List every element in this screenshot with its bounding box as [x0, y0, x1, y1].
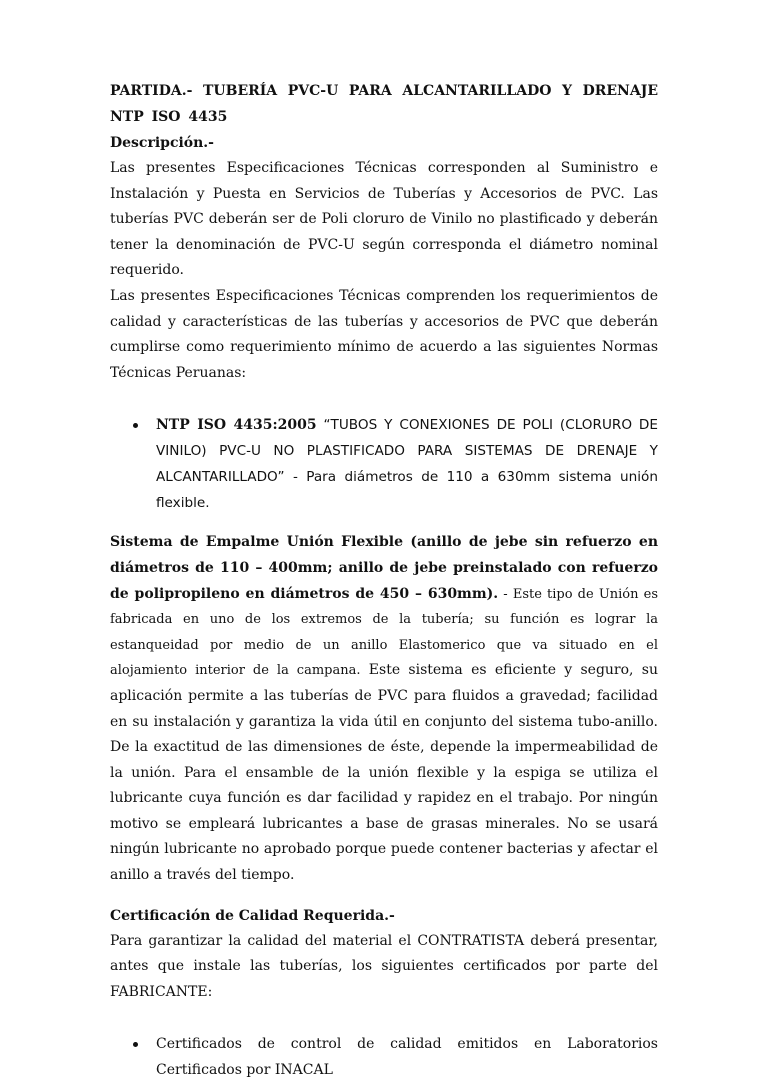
certificado-text: Certificados de control de calidad emitidos en Laboratorios Certificados por INACAL [156, 1036, 658, 1079]
descripcion-paragraph-1: Las presentes Especificaciones Técnicas corresponden al Suministro e Instalación y Puesta en Servicios de Tuberías y Accesorios de PVC. Las tuberías PVC deberán ser de Poli cloruro de Vinilo no plastificado y deberán tener la denominación de PVC-U según corresponda el diámetro nominal requerido. [110, 160, 658, 279]
norma-range: - Para diámetros de 110 a 630mm sistema unión flexible. [156, 469, 658, 512]
bullet-icon [133, 1042, 138, 1047]
norma-code: NTP ISO 4435:2005 [156, 417, 317, 434]
list-item [110, 1031, 658, 1083]
list-item [110, 412, 658, 516]
bullet-icon [133, 423, 138, 428]
certificados-list [110, 1031, 658, 1083]
certificacion-heading: Certificación de Calidad Requerida.- [110, 907, 395, 924]
certificacion-paragraph: Para garantizar la calidad del material el CONTRATISTA deberá presentar, antes que instale las tuberías, los siguientes certificados por parte del FABRICANTE: [110, 932, 658, 1000]
sistema-empalme-heading: Sistema de Empalme Unión Flexible (anillo de jebe sin refuerzo en diámetros de 110 – 400mm; anillo de jebe preinstalado con refuerzo de polipropileno en diámetros de 450 – 630mm). [110, 534, 658, 602]
descripcion-paragraph-2: Las presentes Especificaciones Técnicas comprenden los requerimientos de calidad y características de las tuberías y accesorios de PVC que deberán cumplirse como requerimiento mínimo de acuerdo a las siguientes Normas Técnicas Peruanas: [110, 287, 658, 381]
sistema-empalme-paragraph [110, 530, 658, 888]
norma-title: “TUBOS Y CONEXIONES DE POLI (CLORURO DE VINILO) PVC-U NO PLASTIFICADO PARA SISTEMAS DE DRENAJE Y ALCANTARILLADO” [156, 417, 658, 486]
page-title: PARTIDA.- TUBERÍA PVC-U PARA ALCANTARILLADO Y DRENAJE NTP ISO 4435 [110, 83, 658, 125]
sistema-empalme-intro: - Este tipo de Unión es fabricada en uno de los extremos de la tubería; su función es lograr la estanqueidad por medio de un anillo Elastomerico que va situado en el alojamiento interior de la campana. [110, 586, 658, 679]
sistema-empalme-body: Este sistema es eficiente y seguro, su aplicación permite a las tuberías de PVC para fluidos a gravedad; facilidad en su instalación y garantiza la vida útil en conjunto del sistema tubo-anillo. De la exactitud de las dimensiones de éste, depende la impermeabilidad de la unión. Para el ensamble de la unión flexible y la espiga se utiliza el lubricante cuya función es dar facilidad y rapidez en el trabajo. Por ningún motivo se empleará lubricantes a base de grasas minerales. No se usará ningún lubricante no aprobado porque puede contener bacterias y afectar el anillo a través del tiempo. [110, 662, 658, 884]
descripcion-heading: Descripción.- [110, 135, 214, 151]
normas-list [110, 412, 658, 516]
